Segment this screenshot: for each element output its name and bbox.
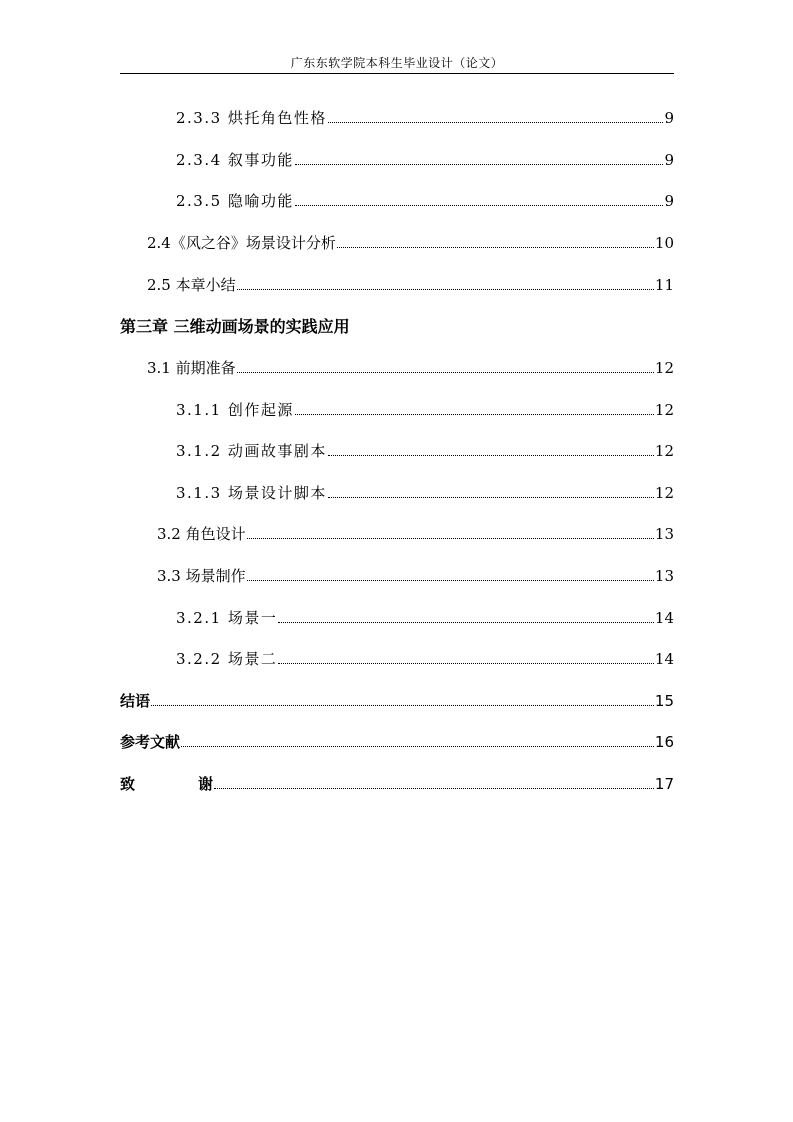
dot-leader: [181, 746, 654, 747]
toc-entry-label: 3.1.2 动画故事剧本: [176, 442, 327, 460]
dot-leader: [328, 455, 654, 456]
toc-entry-label: 3.1.3 场景设计脚本: [176, 484, 327, 502]
toc-entry-label: 3.2.2 场景二: [176, 650, 278, 668]
toc-entry-2-4[interactable]: [147, 231, 674, 253]
toc-entry-page: 14: [654, 609, 674, 627]
dot-leader: [328, 122, 664, 123]
toc-entry-2-5[interactable]: [147, 273, 674, 295]
header-rule: [120, 73, 674, 74]
toc-entry-label: 参考文献: [120, 733, 181, 751]
toc-entry-label: 2.3.3 烘托角色性格: [176, 109, 327, 127]
dot-leader: [247, 538, 654, 539]
dot-leader: [295, 414, 654, 415]
toc-entry-3-2-2[interactable]: [176, 647, 674, 669]
toc-entry-page: 17: [654, 775, 674, 793]
toc-entry-label-part: 致: [120, 775, 136, 793]
toc-entry-3-1-3[interactable]: [176, 481, 674, 503]
dot-leader: [278, 663, 653, 664]
toc-entry-page: 12: [654, 401, 674, 419]
page-header: 广东东软学院本科生毕业设计（论文）: [290, 56, 504, 70]
toc-entry-label: 3.1.1 创作起源: [176, 401, 294, 419]
toc-entry-3-1-2[interactable]: [176, 439, 674, 461]
toc-entry-page: 10: [654, 234, 674, 252]
dot-leader: [337, 247, 654, 248]
dot-leader: [151, 705, 654, 706]
toc-entry-label-part: 谢: [198, 775, 214, 793]
toc-entry-3-1-1[interactable]: [176, 398, 674, 420]
toc-entry-2-3-3[interactable]: [176, 106, 674, 128]
toc-entry-2-3-5[interactable]: [176, 189, 674, 211]
toc-entry-label: 2.4《风之谷》场景设计分析: [147, 234, 336, 252]
toc-entry-label: 3.2.1 场景一: [176, 609, 278, 627]
dot-leader: [295, 164, 664, 165]
toc-entry-label: 3.2 角色设计: [157, 525, 246, 543]
toc-entry-3-2-1[interactable]: [176, 606, 674, 628]
toc-entry-page: 13: [654, 567, 674, 585]
toc-entry-2-3-4[interactable]: [176, 148, 674, 170]
toc-entry-label: 2.3.5 隐喻功能: [176, 192, 294, 210]
toc-entry-acknowledgements[interactable]: [120, 772, 674, 794]
toc-entry-label: 3.1 前期准备: [147, 359, 236, 377]
toc-entry-3-3[interactable]: [157, 564, 674, 586]
dot-leader: [237, 289, 654, 290]
toc-entry-references[interactable]: [120, 730, 674, 752]
dot-leader: [247, 580, 654, 581]
dot-leader: [237, 372, 654, 373]
toc-entry-3-2[interactable]: [157, 522, 674, 544]
toc-entry-page: 11: [654, 276, 674, 294]
dot-leader: [295, 205, 664, 206]
toc-entry-label: 2.3.4 叙事功能: [176, 151, 294, 169]
dot-leader: [278, 622, 653, 623]
toc-entry-conclusion[interactable]: [120, 689, 674, 711]
toc-entry-label: 结语: [120, 692, 151, 710]
toc-entry-page: 14: [654, 650, 674, 668]
toc-entry-page: 9: [664, 109, 674, 127]
toc-chapter-3-heading[interactable]: 第三章 三维动画场景的实践应用: [120, 317, 350, 336]
toc-entry-label: 3.3 场景制作: [157, 567, 246, 585]
toc-entry-page: 9: [664, 151, 674, 169]
toc-entry-page: 16: [654, 733, 674, 751]
dot-leader: [328, 497, 654, 498]
toc-entry-3-1[interactable]: [147, 356, 674, 378]
toc-entry-page: 12: [654, 484, 674, 502]
toc-entry-page: 13: [654, 525, 674, 543]
toc-entry-page: 12: [654, 359, 674, 377]
toc-entry-page: 9: [664, 192, 674, 210]
toc-entry-label: 2.5 本章小结: [147, 276, 236, 294]
dot-leader: [214, 788, 654, 789]
toc-entry-label: [120, 774, 213, 794]
toc-entry-page: 15: [654, 692, 674, 710]
toc-entry-page: 12: [654, 442, 674, 460]
